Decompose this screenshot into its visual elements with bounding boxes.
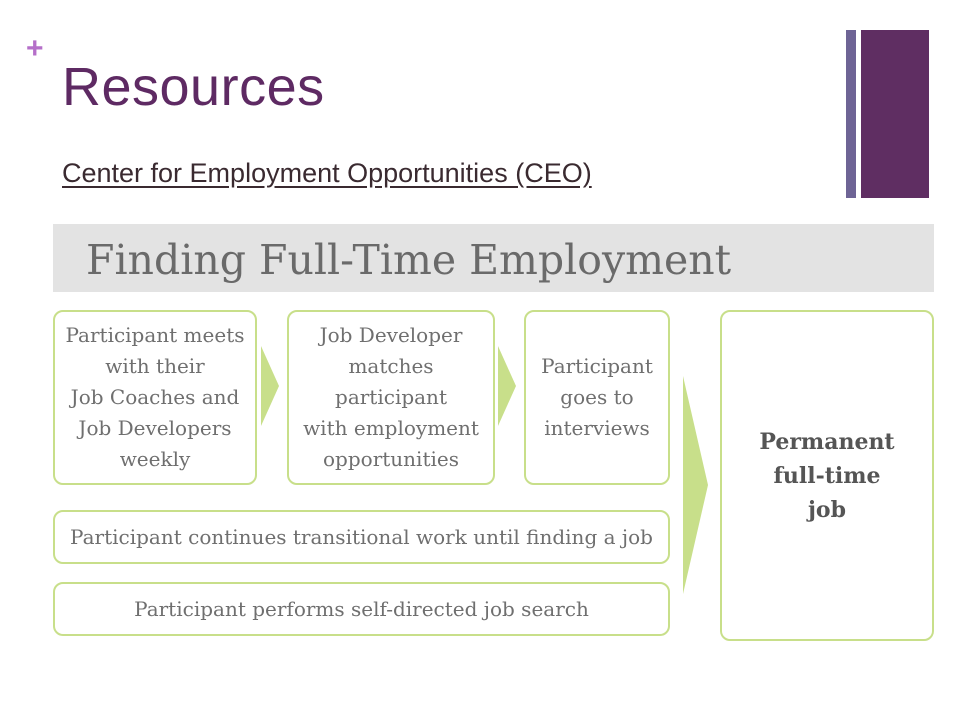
outcome-permanent-job: Permanent full-time job [720, 310, 934, 641]
arrow-right-icon [496, 342, 518, 430]
step-job-developer-matches: Job Developer matches participant with employment opportunities [287, 310, 495, 485]
step-meet-coaches: Participant meets with their Job Coaches and Job Developers weekly [53, 310, 257, 485]
plus-icon: + [26, 32, 44, 65]
employment-flow-diagram [53, 224, 934, 648]
diagram-header-text: Finding Full-Time Employment [86, 236, 732, 284]
arrow-right-icon [259, 342, 281, 430]
ceo-link[interactable]: Center for Employment Opportunities (CEO) [62, 158, 592, 188]
diagram-header [53, 224, 934, 292]
track-transitional-work: Participant continues transitional work until finding a job [53, 510, 670, 564]
slide-title: Resources [62, 57, 325, 117]
accent-bar-thin [846, 30, 856, 198]
arrow-right-large-icon [681, 372, 711, 598]
accent-bar-thick [861, 30, 929, 198]
track-self-directed-search: Participant performs self-directed job search [53, 582, 670, 636]
step-interviews: Participant goes to interviews [524, 310, 670, 485]
